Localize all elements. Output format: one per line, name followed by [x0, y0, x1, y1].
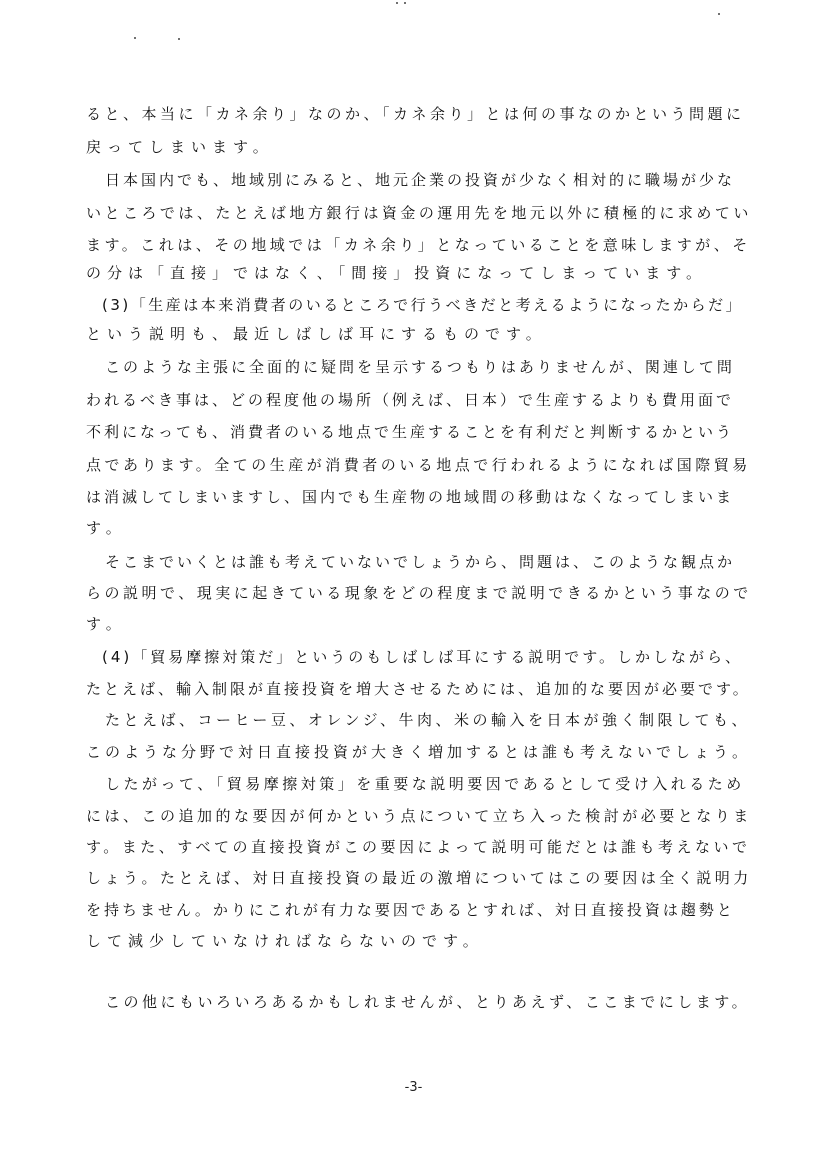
text-line: [0, 990, 827, 1014]
line-text: す。: [86, 519, 127, 537]
line-text: 日本国内でも、地域別にみると、地元企業の投資が少なく相対的に職場が少な: [105, 171, 736, 189]
text-line: [0, 612, 827, 636]
line-text: の分は「直接」ではなく、「間接」投資になってしまっています。: [86, 264, 708, 282]
text-line: [0, 388, 827, 412]
line-text: そこまでいくとは誰も考えていないでしょうから、問題は、このような観点か: [105, 553, 736, 571]
scan-speck: [718, 13, 720, 15]
line-text: して減少していなければならないのです。: [86, 932, 484, 950]
line-text: ると、本当に「カネ余り」なのか、「カネ余り」とは何の事なのかという問題に: [86, 105, 745, 123]
scan-speck: [404, 2, 406, 4]
text-line: [0, 355, 827, 379]
scan-speck: [396, 2, 398, 4]
text-line: [0, 485, 827, 509]
scan-speck: [178, 38, 180, 40]
text-line: [0, 772, 827, 796]
page-number: -3-: [404, 1080, 423, 1095]
line-text: は消滅してしまいますし、国内でも生産物の地域間の移動はなくなってしまいま: [86, 488, 735, 506]
text-line: [0, 677, 827, 701]
text-line: [0, 645, 827, 669]
line-text: たとえば、コーヒー豆、オレンジ、牛肉、米の輸入を日本が強く制限しても、: [105, 711, 750, 729]
text-line: [0, 420, 827, 444]
line-text: を持ちません。かりにこれが有力な要因であるとすれば、対日直接投資は趨勢と: [86, 901, 735, 919]
line-text: らの説明で、現実に起きている現象をどの程度まで説明できるかという事なので: [86, 584, 752, 602]
text-line: [0, 740, 827, 764]
scan-speck: [134, 37, 136, 39]
line-text: (4)「貿易摩擦対策だ」というのもしばしば耳にする説明です。しかしながら、: [102, 648, 744, 666]
text-line: [0, 261, 827, 285]
text-line: [0, 581, 827, 605]
line-text: したがって、「貿易摩擦対策」を重要な説明要因であるとして受け入れるため: [105, 775, 745, 793]
line-text: この他にもいろいろあるかもしれませんが、とりあえず、ここまでにします。: [105, 993, 751, 1011]
text-line: [0, 453, 827, 477]
text-line: [0, 866, 827, 890]
text-line: [0, 516, 827, 540]
line-text: このような主張に全面的に疑問を呈示するつもりはありませんが、関連して問: [105, 358, 735, 376]
text-line: [0, 929, 827, 953]
text-line: [0, 322, 827, 346]
text-line: [0, 804, 827, 828]
text-line: [0, 708, 827, 732]
text-line: [0, 550, 827, 574]
line-text: という説明も、最近しばしば耳にするものです。: [86, 325, 547, 343]
text-line: [0, 233, 827, 257]
line-text: いところでは、たとえば地方銀行は資金の運用先を地元以外に積極的に求めてい: [86, 204, 752, 222]
text-line: [0, 293, 827, 317]
text-line: [0, 201, 827, 225]
text-line: [0, 835, 827, 859]
line-text: われるべき事は、どの程度他の場所（例えば、日本）で生産するよりも費用面で: [86, 391, 735, 409]
line-text: 戻ってしまいます。: [86, 138, 274, 156]
text-line: [0, 135, 827, 159]
text-line: [0, 168, 827, 192]
text-line: [0, 898, 827, 922]
line-text: このような分野で対日直接投資が大きく増加するとは誰も考えないでしょう。: [86, 743, 752, 761]
line-text: しょう。たとえば、対日直接投資の最近の激増についてはこの要因は全く説明力: [86, 869, 752, 887]
line-text: たとえば、輸入制限が直接投資を増大させるためには、追加的な要因が必要です。: [86, 680, 751, 698]
line-text: ます。これは、その地域では「カネ余り」となっていることを意味しますが、そ: [86, 236, 751, 254]
text-line: [0, 102, 827, 126]
line-text: 点であります。全ての生産が消費者のいる地点で行われるようになれば国際貿易: [86, 456, 751, 474]
line-text: す。また、すべての直接投資がこの要因によって説明可能だとは誰も考えないで: [86, 838, 751, 856]
line-text: す。: [86, 615, 127, 633]
line-text: (3)「生産は本来消費者のいるところで行うべきだと考えるようになったからだ」: [102, 296, 744, 314]
line-text: には、この追加的な要因が何かという点について立ち入った検討が必要となりま: [86, 807, 752, 825]
line-text: 不利になっても、消費者のいる地点で生産することを有利だと判断するかという: [86, 423, 735, 441]
